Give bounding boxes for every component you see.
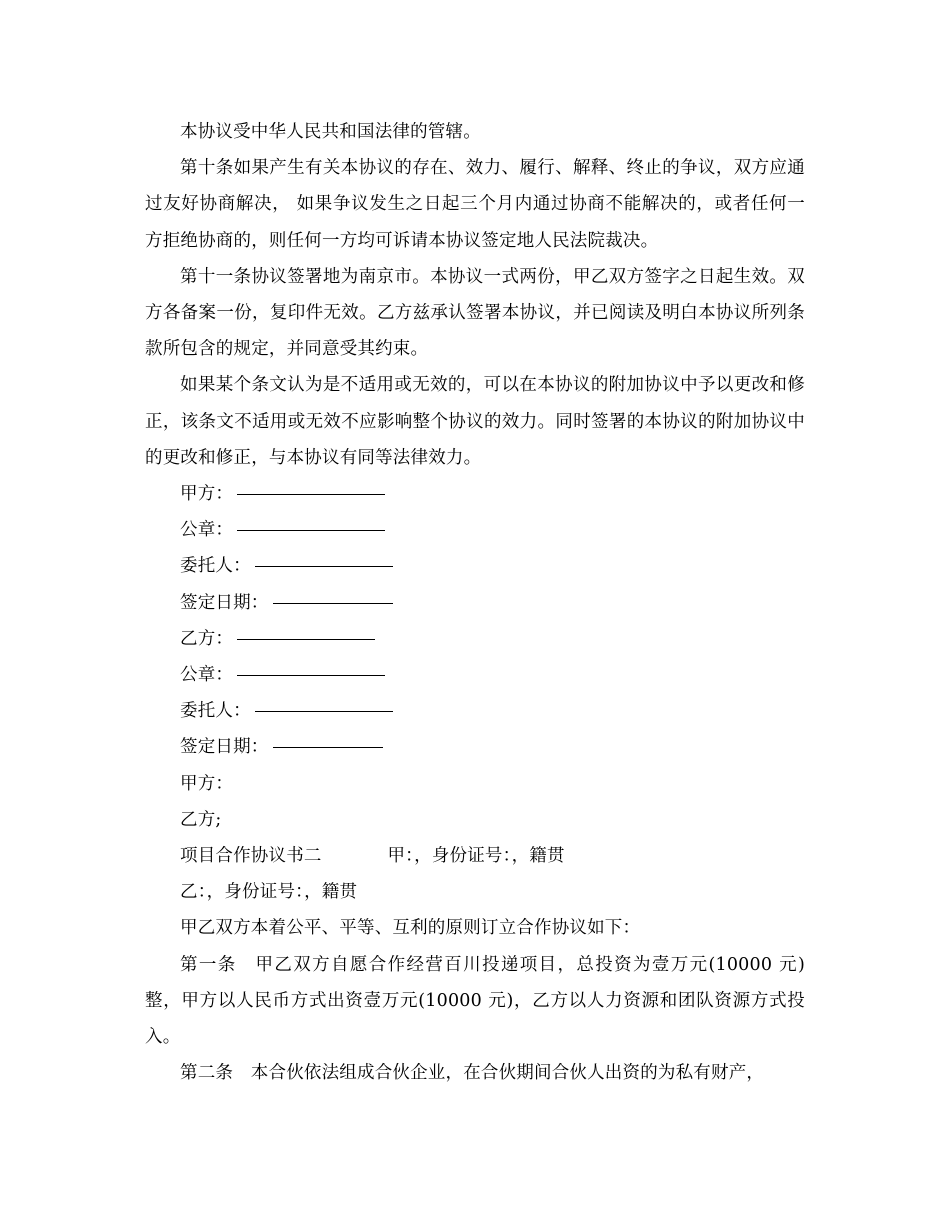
line-party-b-id: 乙：，身份证号：，籍贯 <box>180 882 358 903</box>
signature-field-agent-b <box>145 693 805 729</box>
field-label: 签定日期： <box>180 737 269 758</box>
paragraph-article-11: 第十一条协议签署地为南京市。本协议一式两份，甲乙双方签字之日起生效。双方各备案一份，复印件无效。乙方兹承认签署本协议，并已阅读及明白本协议所列条 款所包含的规定，并同意受其约束。 <box>145 266 805 360</box>
signature-field-date-a <box>145 585 805 621</box>
signature-field-party-a <box>145 476 805 512</box>
signature-blank <box>273 602 393 604</box>
line-preamble: 甲乙双方本着公平、平等、互利的原则订立合作协议如下： <box>180 918 641 939</box>
signature-blank <box>255 710 393 712</box>
signature-field-seal-a <box>145 512 805 548</box>
signature-blank <box>273 746 383 748</box>
signature-field-date-b <box>145 729 805 765</box>
signature-field-agent-a <box>145 548 805 584</box>
field-label: 乙方： <box>180 628 234 649</box>
field-label: 委托人： <box>180 701 251 722</box>
line-party-b: 乙方; <box>180 809 222 830</box>
signature-blank <box>237 674 385 676</box>
paragraph-article-2: 第二条 本合伙依法组成合伙企业，在合伙期间合伙人出资的为私有财产， <box>180 1063 765 1084</box>
paragraph-invalid-clause: 如果某个条文认为是不适用或无效的，可以在本协议的附加协议中予以更改和修正，该条文不适用或无效不应影响整个协议的效力。同时签署的本协议的附加协议中 的更改和修正，与本协议有同等法律效力。 <box>145 375 805 468</box>
document-body <box>145 114 805 1091</box>
field-label: 甲方： <box>180 484 234 505</box>
paragraph-governing-law: 本协议受中华人民共和国法律的管辖。 <box>180 122 481 142</box>
field-label: 委托人： <box>180 556 251 577</box>
signature-blank <box>237 638 375 640</box>
signature-blank <box>255 565 393 567</box>
signature-blank <box>237 493 385 495</box>
signature-blank <box>237 529 385 531</box>
paragraph-article-10: 第十条如果产生有关本协议的存在、效力、履行、解释、终止的争议，双方应通过友好协商解决， 如果争议发生之日起三个月内通过协商不能解决的，或者任何一方拒绝协商的，则任何一方均可诉请本协议签定地人民法院裁决。 <box>145 158 805 251</box>
line-party-a: 甲方： <box>180 773 234 794</box>
field-label: 公章： <box>180 665 234 686</box>
signature-field-seal-b <box>145 657 805 693</box>
line-agreement-title: 项目合作协议书二 甲：，身份证号：，籍贯 <box>180 846 565 867</box>
signature-field-party-b <box>145 621 805 657</box>
field-label: 签定日期： <box>180 592 269 613</box>
field-label: 公章： <box>180 520 234 541</box>
paragraph-article-1: 第一条 甲乙双方自愿合作经营百川投递项目，总投资为壹万元(10000 元)整，甲方以人民币方式出资壹万元(10000 元)，乙方以人力资源和团队资源方式投入。 <box>145 954 805 1048</box>
